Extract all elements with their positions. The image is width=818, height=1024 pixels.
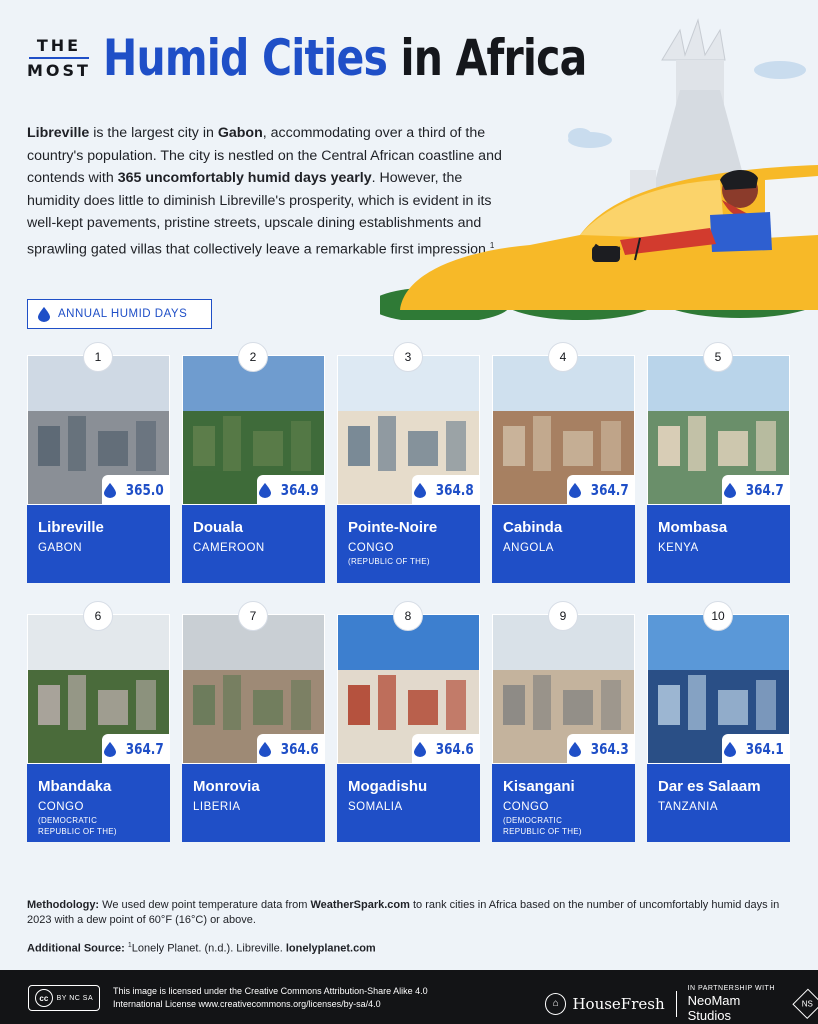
water-drop-icon [414,483,426,498]
intro-city: Libreville [27,125,90,141]
water-drop-icon [259,742,271,757]
license-text [113,985,428,1011]
cc-license-badge [28,985,100,1011]
legend-annual-humid-days [27,299,212,329]
rank-number: 4 [559,350,567,364]
city-info [27,505,170,583]
country-name: LIBERIA [193,801,241,813]
country-name: CAMEROON [193,542,265,554]
methodology [27,898,787,928]
humid-days-value: 364.8 [435,481,474,499]
water-drop-icon [569,483,581,498]
the-word: THE [36,36,82,55]
rank-number: 6 [94,609,102,623]
neomam-logo: NeoMam Studios [687,993,741,1023]
country-name: CONGO [348,542,394,554]
city-info [182,764,325,842]
footer-bar [0,970,818,1024]
country-name: CONGO [503,801,549,813]
city-name: Libreville [38,519,104,536]
city-name: Pointe-Noire [348,519,438,536]
source-footnote: 1 [127,942,132,949]
humid-days-value: 364.9 [280,481,319,499]
the-most-label [27,36,91,80]
city-card [182,350,325,583]
cc-icon: cc [35,989,53,1007]
country-subtitle: (REPUBLIC OF THE) [348,557,430,566]
housefresh-logo: HouseFresh [572,994,665,1013]
license-line-1: This image is licensed under the Creative Commons Attribution-Share Alike 4.0 [113,986,428,996]
humid-days-value: 365.0 [125,481,164,499]
title-rule [29,57,89,59]
humid-days-badge [102,734,170,764]
country-name: ANGOLA [503,542,554,554]
humid-days-value: 364.1 [745,740,784,758]
city-name: Dar es Salaam [658,778,761,795]
water-drop-icon [259,483,271,498]
humid-days-badge [257,475,325,505]
intro-footnote: 1 [489,240,495,250]
country-name: TANZANIA [658,801,719,813]
license-line-2[interactable]: International License www.creativecommons.org/licenses/by-sa/4.0 [113,999,381,1009]
intro-country: Gabon [217,125,263,141]
methodology-label: Methodology: [27,899,100,911]
methodology-text-2: to rank cities in Africa based on the number of uncomfortably humid days in 2023 with a dew point of 60°F (16°C) or above. [27,899,780,926]
city-info [337,505,480,583]
water-drop-icon [104,483,116,498]
rank-badge [83,601,113,631]
lonelyplanet-link[interactable]: lonelyplanet.com [285,942,376,955]
rank-badge [703,342,733,372]
rank-badge [393,342,423,372]
rank-badge [238,601,268,631]
most-word: MOST [27,61,91,80]
rank-badge [393,601,423,631]
city-info [647,764,790,842]
rank-number: 7 [249,609,257,623]
country-name: CONGO [38,801,84,813]
city-name: Mombasa [658,519,728,536]
intro-highlight: 365 uncomfortably humid days yearly [117,170,372,186]
partner-label: IN PARTNERSHIP WITH [687,985,775,992]
city-name: Mbandaka [38,778,112,795]
city-name: Douala [193,519,244,536]
legend-label: ANNUAL HUMID DAYS [58,308,188,320]
house-icon: ⌂ [545,993,566,1015]
humid-days-badge [722,734,790,764]
weatherspark-link[interactable]: WeatherSpark.com [310,899,410,911]
humid-days-value: 364.6 [435,740,474,758]
title-dark: in Africa [400,29,587,87]
rank-number: 1 [94,350,102,364]
city-name: Cabinda [503,519,563,536]
city-card [647,609,790,842]
city-info [647,505,790,583]
country-subtitle: (DEMOCRATIC REPUBLIC OF THE) [503,816,582,836]
humid-days-value: 364.7 [125,740,164,758]
city-name: Monrovia [193,778,260,795]
humid-days-badge [102,475,170,505]
notes [27,898,787,957]
humid-days-value: 364.3 [590,740,629,758]
cc-terms: BY NC SA [56,994,94,1002]
intro-text-3: . However, the humidity does little to diminish Libreville's prosperity, which is evident in its well-kept pavements, pristine streets, upscale dining establishments and sprawling gated villas that collectively leave a remarkable first impression. [27,170,492,258]
taxi-illustration [380,0,818,320]
city-info [182,505,325,583]
water-drop-icon [724,742,736,757]
city-info [492,764,635,842]
rank-badge [238,342,268,372]
city-card [337,609,480,842]
city-card [27,350,170,583]
rank-number: 9 [559,609,567,623]
humid-days-badge [567,734,635,764]
city-card [492,350,635,583]
water-drop-icon [38,307,50,322]
humid-days-value: 364.6 [280,740,319,758]
additional-source-label: Additional Source: [27,942,125,955]
humid-days-value: 364.7 [590,481,629,499]
intro-text-2: , accommodating over a third of the country's population. The city is nestled on the Central African coastline and contends with [27,125,502,186]
rank-number: 5 [714,350,722,364]
country-subtitle: (DEMOCRATIC REPUBLIC OF THE) [38,816,117,836]
city-card [647,350,790,583]
water-drop-icon [414,742,426,757]
partner-block [688,984,785,1023]
humid-days-badge [257,734,325,764]
city-name: Kisangani [503,778,575,795]
city-info [27,764,170,842]
rank-number: 3 [404,350,412,364]
rank-number: 2 [249,350,257,364]
rank-badge [548,342,578,372]
source-text: Lonely Planet. (n.d.). Libreville. [131,942,286,955]
humid-days-badge [722,475,790,505]
logo-divider [676,991,677,1017]
brand-logos [545,984,818,1023]
humid-days-badge [412,734,480,764]
city-card [182,609,325,842]
neomam-mark-icon [792,988,818,1019]
city-info [492,505,635,583]
city-card [27,609,170,842]
country-name: KENYA [658,542,699,554]
methodology-text-1: We used dew point temperature data from [99,899,311,911]
rank-number: 8 [404,609,412,623]
humid-days-badge [567,475,635,505]
additional-source [27,938,787,957]
city-name: Mogadishu [348,778,428,795]
rank-number: 10 [711,609,725,623]
city-info [337,764,480,842]
country-name: GABON [38,542,83,554]
city-card [337,350,480,583]
city-card [492,609,635,842]
humid-days-badge [412,475,480,505]
intro-text-1: is the largest city in [89,125,218,141]
water-drop-icon [724,483,736,498]
humid-days-value: 364.7 [745,481,784,499]
rank-badge [703,601,733,631]
country-name: SOMALIA [348,801,403,813]
rank-badge [548,601,578,631]
water-drop-icon [569,742,581,757]
water-drop-icon [104,742,116,757]
rank-badge [83,342,113,372]
neomam-mark-text: NS [801,998,813,1008]
title-blue: Humid Cities [102,29,388,87]
